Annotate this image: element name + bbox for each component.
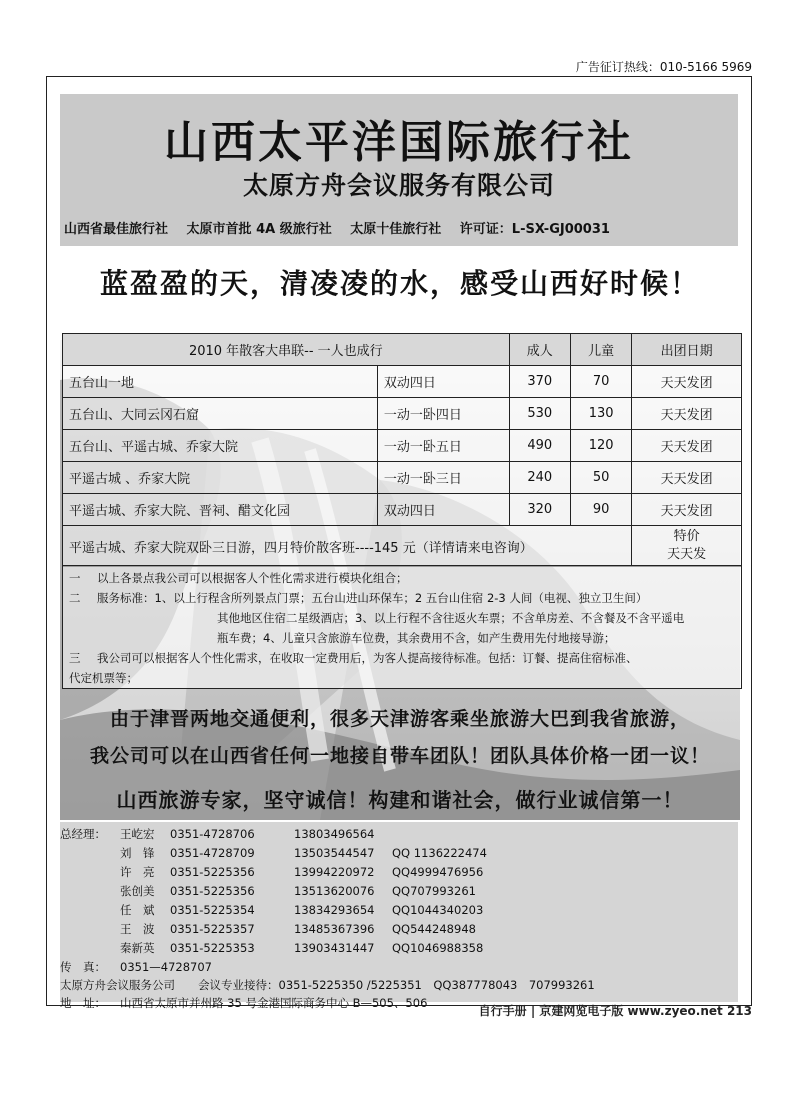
service-notes (62, 565, 742, 689)
contact-row: 许 亮 0351-5225356 13994220972 QQ4999476956 (120, 865, 484, 879)
contact-row: 总经理： 王屹宏 0351-4728706 13803496564 (60, 827, 375, 841)
fax-number: 0351—4728707 (120, 960, 212, 974)
table-header-date: 出团日期 (632, 334, 742, 366)
credentials-line (64, 218, 734, 237)
departure-cell: 天天发团 (632, 494, 742, 526)
adult-price-cell: 530 (509, 398, 570, 430)
table-header-child: 儿童 (570, 334, 631, 366)
departure-cell: 天天发团 (632, 398, 742, 430)
route-cell: 五台山、大同云冈石窟 (63, 398, 378, 430)
departure-cell: 天天发团 (632, 430, 742, 462)
table-header-row (63, 334, 742, 366)
slogan: 蓝盈盈的天，清凌凌的水，感受山西好时候！ (99, 267, 700, 300)
route-cell: 平遥古城 、乔家大院 (63, 462, 378, 494)
promo-line: 由于津晋两地交通便利，很多天津游客乘坐旅游大巴到我省旅游， (109, 708, 690, 730)
departure-cell: 天天发团 (632, 462, 742, 494)
note-item: 瓶车费；4、儿童只含旅游车位费，其余费用不含，如产生费用先付地接导游； (217, 631, 616, 645)
contact-row: 秦新英 0351-5225353 13903431447 QQ1046988358 (120, 941, 484, 955)
ad-hotline: 广告征订热线：010-5166 5969 (575, 60, 752, 74)
address-text: 山西省太原市并州路 35 号金港国际商务中心 B—505、506 (120, 996, 428, 1010)
promo-line: 山西旅游专家，坚守诚信！构建和谐社会，做行业诚信第一！ (116, 788, 684, 812)
company-name: 太原方舟会议服务有限公司 (242, 171, 555, 200)
child-price-cell: 90 (570, 494, 631, 526)
table-row (63, 494, 742, 526)
mode-cell: 双动四日 (377, 366, 509, 398)
license-number: 许可证：L-SX-GJ00031 (459, 222, 610, 237)
special-offer-text: 平遥古城、乔家大院双卧三日游，四月特价散客班----145 元（详情请来电咨询） (63, 526, 632, 567)
credential: 太原十佳旅行社 (350, 222, 442, 237)
header-banner (60, 94, 738, 246)
child-price-cell: 130 (570, 398, 631, 430)
company-contact-row: 太原方舟会议服务公司 会议专业接待：0351-5225350 /5225351 QQ387778043 707993261 (60, 978, 595, 992)
address-row: 地 址： 山西省太原市并州路 35 号金港国际商务中心 B—505、506 (60, 996, 428, 1010)
note-item: 代定机票等； (69, 671, 138, 685)
mode-cell: 双动四日 (377, 494, 509, 526)
table-header-adult: 成人 (509, 334, 570, 366)
route-cell: 五台山一地 (63, 366, 378, 398)
table-row (63, 398, 742, 430)
credential: 太原市首批 4A 级旅行社 (186, 222, 332, 237)
adult-price-cell: 240 (509, 462, 570, 494)
note-item: 其他地区住宿二星级酒店；3、以上行程不含往返火车票；不含单房差、不含餐及不含平遥电 (217, 611, 685, 625)
adult-price-cell: 490 (509, 430, 570, 462)
route-cell: 五台山、平遥古城、乔家大院 (63, 430, 378, 462)
note-item: 一 以上各景点我公司可以根据客人个性化需求进行模块化组合； (69, 571, 408, 585)
contact-row: 刘 锋 0351-4728709 13503544547 QQ 1136222474 (120, 846, 487, 860)
fax-row: 传 真： 0351—4728707 (60, 960, 212, 974)
page-footer: 自行手册 | 京建网览电子版 www.zyeo.net 213 (478, 1004, 752, 1018)
child-price-cell: 120 (570, 430, 631, 462)
route-cell: 平遥古城、乔家大院、晋祠、醋文化园 (63, 494, 378, 526)
child-price-cell: 70 (570, 366, 631, 398)
table-row (63, 462, 742, 494)
table-row (63, 430, 742, 462)
tour-price-table (62, 333, 742, 567)
adult-price-cell: 370 (509, 366, 570, 398)
mode-cell: 一动一卧四日 (377, 398, 509, 430)
table-header-title: 2010 年散客大串联-- 一人也成行 (63, 334, 510, 366)
credential: 山西省最佳旅行社 (64, 222, 169, 237)
departure-cell: 天天发团 (632, 366, 742, 398)
mode-cell: 一动一卧三日 (377, 462, 509, 494)
contact-row: 王 波 0351-5225357 13485367396 QQ544248948 (120, 922, 476, 936)
gm-label: 总经理： (60, 827, 106, 841)
adult-price-cell: 320 (509, 494, 570, 526)
child-price-cell: 50 (570, 462, 631, 494)
special-date-line: 特价 (673, 529, 700, 544)
promo-line: 我公司可以在山西省任何一地接自带车团队！团队具体价格一团一议！ (89, 745, 710, 767)
special-date-line: 天天发 (667, 547, 707, 562)
table-row (63, 366, 742, 398)
note-item: 三 我公司可以根据客人个性化需求，在收取一定费用后，为客人提高接待标准。包括：订餐、提高住宿标准、 (69, 651, 638, 665)
contact-row: 张创美 0351-5225356 13513620076 QQ707993261 (120, 884, 476, 898)
special-offer-row (63, 526, 742, 567)
special-offer-date (632, 526, 742, 567)
mode-cell: 一动一卧五日 (377, 430, 509, 462)
agency-name: 山西太平洋国际旅行社 (164, 117, 634, 168)
contact-section (60, 822, 738, 1010)
contact-row: 任 斌 0351-5225354 13834293654 QQ1044340203 (120, 903, 484, 917)
note-item: 二 服务标准：1、以上行程含所列景点门票；五台山进山环保车；2 五台山住宿 2-3 人间（电视、独立卫生间） (69, 591, 648, 605)
